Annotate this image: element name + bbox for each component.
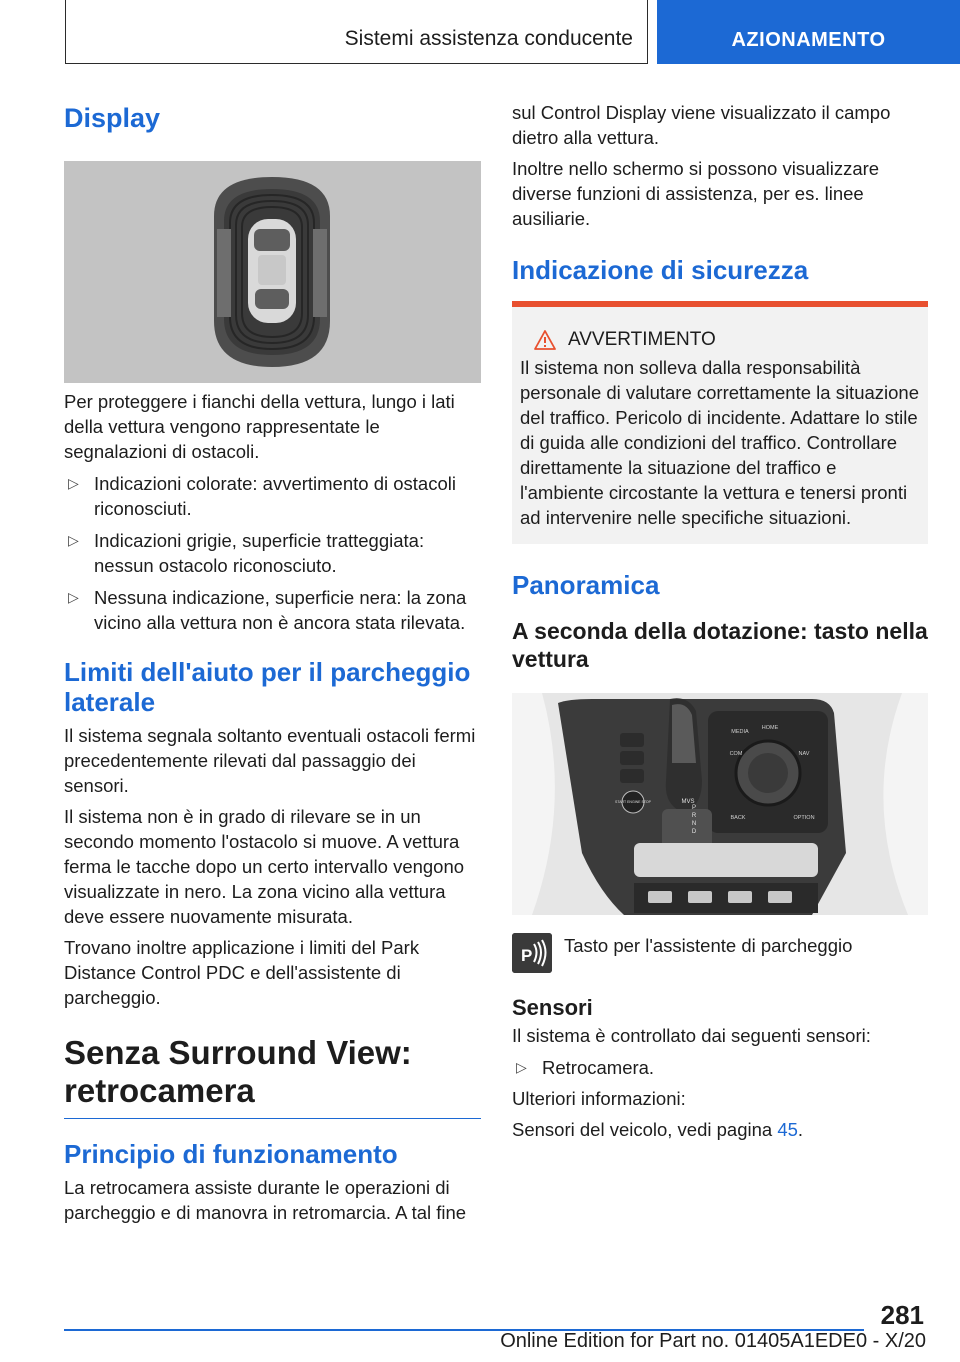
console-label: COM — [729, 751, 743, 757]
chapter-tab — [657, 0, 960, 64]
page-number: 281 — [880, 1300, 924, 1330]
display-heading: Display — [64, 103, 161, 133]
section-tab — [65, 0, 648, 64]
center-console-illustration — [512, 693, 928, 915]
surround-view-heading: Senza Surround View: retrocamera — [64, 1034, 481, 1119]
section-title: Sistemi assistenza conducente — [344, 27, 633, 50]
warning-box — [512, 301, 928, 544]
console-label: NAV — [798, 751, 810, 757]
triangle-bullet-icon: ▷ — [68, 475, 79, 491]
parking-assistant-key-icon — [512, 933, 552, 973]
gear-label: MVS — [681, 799, 695, 805]
triangle-bullet-icon: ▷ — [68, 532, 79, 548]
warning-text: Il sistema non solleva dalla responsabilità personale di valutare correttamente la situazione del traffico. Pericolo di incidente. Adattare lo stile di guida alle condizioni del traffico. Controllare direttamente la situazione del traffico e l'ambiente circostante la vettura e tenersi pronti ad intervenire nelle specifiche situazioni. — [520, 357, 920, 528]
limits-paragraph-3: Trovano inoltre applicazione i limiti del Park Distance Control PDC e dell'assistente di parcheggio. — [64, 937, 420, 1008]
triangle-bullet-icon: ▷ — [68, 589, 79, 605]
sensors-reference: Sensori del veicolo, vedi pagina 45. — [512, 1119, 804, 1140]
console-label: MEDIA — [731, 729, 749, 735]
continued-paragraph-1: sul Control Display viene visualizzato il campo dietro alla vettura. — [512, 102, 891, 148]
overview-heading: Panoramica — [512, 570, 660, 600]
console-label: HOME — [761, 725, 779, 731]
gear-label: R — [691, 813, 697, 819]
warning-title-row — [520, 329, 920, 351]
gear-label: D — [691, 829, 697, 835]
key-caption: Tasto per l'assistente di parcheggio — [564, 935, 853, 956]
sensors-bullet-list — [512, 1055, 928, 1080]
console-label: OPTION — [793, 815, 815, 821]
page-header — [0, 0, 960, 66]
gear-label: N — [691, 821, 697, 827]
right-column — [512, 100, 928, 1142]
console-label: BACK — [730, 815, 746, 821]
chapter-title: AZIONAMENTO — [731, 29, 886, 51]
car-top-view-illustration — [64, 161, 481, 383]
center-console-image — [512, 693, 928, 915]
limits-paragraph-1: Il sistema segnala soltanto eventuali ostacoli fermi precedentemente rilevati dal passaggio dei sensori. — [64, 725, 476, 796]
page-link[interactable]: 45 — [777, 1119, 798, 1140]
gear-label: P — [691, 805, 697, 811]
warning-triangle-icon — [534, 330, 556, 350]
list-item: ▷ Nessuna indicazione, superficie nera: la zona vicino alla vettura non è ancora stata rilevata. — [68, 587, 467, 633]
principle-paragraph: La retrocamera assiste durante le operazioni di parcheggio e di manovra in retromarcia. A tal fine — [64, 1177, 467, 1223]
sensors-paragraph: Il sistema è controllato dai seguenti sensori: — [512, 1025, 871, 1046]
warning-title: AVVERTIMENTO — [568, 329, 716, 350]
display-paragraph: Per proteggere i fianchi della vettura, lungo i lati della vettura vengono rappresentate le segnalazioni di ostacoli. — [64, 391, 455, 462]
svg-text:P: P — [521, 946, 533, 965]
start-stop-label: START ENGINE STOP — [615, 800, 651, 804]
safety-heading: Indicazione di sicurezza — [512, 255, 809, 285]
parking-key-row — [512, 933, 928, 973]
further-info: Ulteriori informazioni: — [512, 1088, 686, 1109]
page-footer — [0, 1296, 960, 1362]
equipment-heading: A seconda della dotazione: tasto nella vettura — [512, 618, 928, 672]
limits-paragraph-2: Il sistema non è in grado di rilevare se in un secondo momento l'ostacolo si muove. A vettura ferma le tacche dopo un certo intervallo vengono visualizzate in nero. La zona vicino alla vettura deve essere nuovamente misurata. — [64, 806, 465, 927]
principle-heading: Principio di funzionamento — [64, 1139, 398, 1169]
limits-heading: Limiti dell'aiuto per il parcheggio laterale — [64, 657, 471, 717]
side-protection-display-image — [64, 161, 481, 383]
sensors-heading: Sensori — [512, 995, 593, 1020]
list-item: ▷ Indicazioni grigie, superficie tratteggiata: nessun ostacolo riconosciuto. — [68, 530, 425, 576]
triangle-bullet-icon: ▷ — [516, 1059, 527, 1075]
list-item: ▷ Indicazioni colorate: avvertimento di ostacoli riconosciuti. — [68, 473, 456, 519]
continued-paragraph-2: Inoltre nello schermo si possono visualizzare diverse funzioni di assistenza, per es. linee ausiliarie. — [512, 158, 880, 229]
edition-info: Online Edition for Part no. 01405A1EDE0 - X/20 — [500, 1330, 926, 1352]
left-column — [64, 100, 481, 1225]
list-item: ▷ Retrocamera. — [516, 1057, 655, 1078]
display-bullet-list — [64, 471, 481, 635]
